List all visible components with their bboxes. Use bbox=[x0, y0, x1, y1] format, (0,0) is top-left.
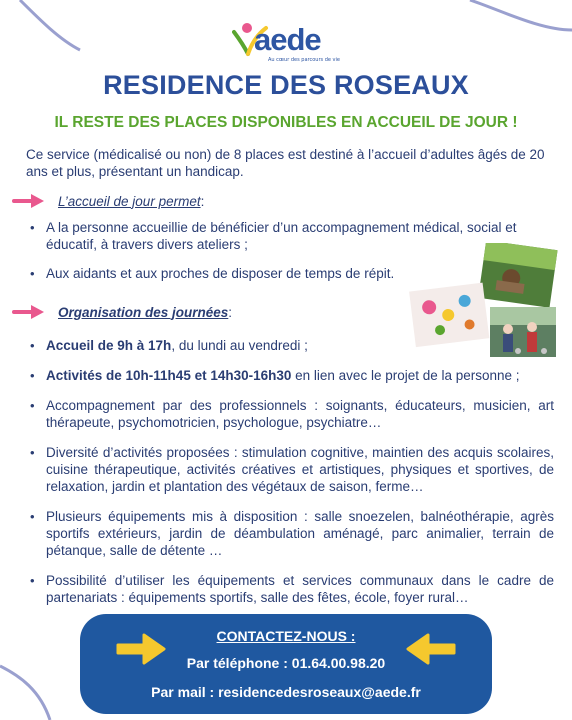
hours-bold: Accueil de 9h à 17h bbox=[46, 338, 172, 353]
list-item: • Accompagnement par des professionnels : soignants, éducateurs, musicien, art thérapeute, psychomotricien, psychologue, psychiatre… bbox=[26, 397, 554, 431]
list-item: • Aux aidants et aux proches de disposer de temps de répit. bbox=[26, 265, 406, 282]
list-item: • Possibilité d’utiliser les équipements et services communaux dans le cadre de partenariats : équipements sportifs, salle des fêtes, école, foyer rural… bbox=[26, 572, 554, 606]
list-item: • Diversité d’activités proposées : stimulation cognitive, maintien des acquis scolaires, cuisine thérapeutique, activités créatives et artistiques, physiques et sportives, de relaxation, jardin et plantation des végétaux de saison, ferme… bbox=[26, 444, 554, 495]
page-title: RESIDENCE DES ROSEAUX bbox=[103, 70, 469, 100]
logo-wordmark: aede bbox=[254, 22, 321, 57]
contact-title: CONTACTEZ-NOUS : bbox=[216, 628, 356, 644]
section-organisation-colon: : bbox=[228, 304, 233, 320]
section-organisation-label: Organisation des journées bbox=[58, 304, 229, 320]
pink-arrow-icon bbox=[12, 194, 44, 208]
activities-bold: Activités de 10h-11h45 et 14h30-16h30 bbox=[46, 368, 292, 383]
page-subtitle: IL RESTE DES PLACES DISPONIBLES EN ACCUEIL DE JOUR ! bbox=[54, 114, 518, 131]
list-item-activities bbox=[26, 367, 554, 384]
intro-paragraph: Ce service (médicalisé ou non) de 8 places est destiné à l’accueil d’adultes âgés de 20 ans et plus, présentant un handicap. bbox=[26, 147, 545, 179]
activities-rest: en lien avec le projet de la personne ; bbox=[291, 368, 520, 383]
logo-tagline: Au cœur des parcours de vie bbox=[268, 57, 340, 63]
section-accueil-heading bbox=[12, 192, 204, 210]
list-item: • A la personne accueillie de bénéficier d’un accompagnement médical, social et éducatif, à travers divers ateliers ; bbox=[26, 219, 554, 253]
pink-arrow-icon bbox=[12, 305, 44, 319]
contact-box bbox=[80, 614, 492, 714]
contact-mail[interactable]: Par mail : residencedesroseaux@aede.fr bbox=[151, 684, 421, 700]
section-accueil-colon: : bbox=[200, 193, 205, 209]
list-item: • Plusieurs équipements mis à disposition : salle snoezelen, balnéothérapie, agrès sportifs extérieurs, jardin de déambulation aménagé, parc animalier, terrain de pétanque, salle de détente … bbox=[26, 508, 554, 559]
section-organisation-heading bbox=[12, 303, 232, 321]
hours-rest: , du lundi au vendredi ; bbox=[171, 338, 308, 353]
organisation-list bbox=[26, 337, 554, 606]
contact-phone[interactable]: Par téléphone : 01.64.00.98.20 bbox=[186, 655, 386, 671]
list-item-hours bbox=[26, 337, 554, 354]
section-accueil-label: L’accueil de jour permet bbox=[58, 193, 201, 209]
